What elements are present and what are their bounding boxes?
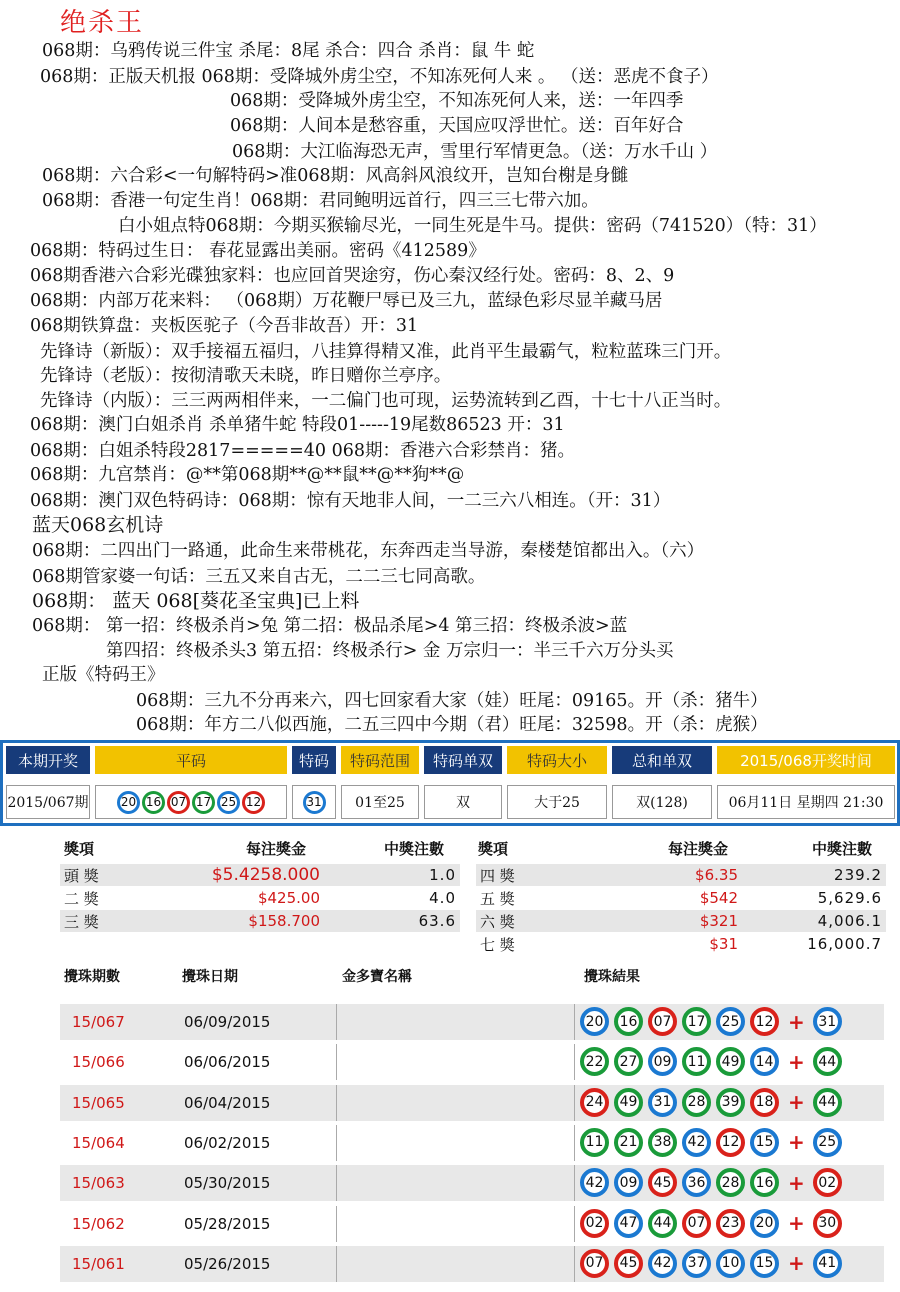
- plus-sign: +: [788, 1170, 805, 1195]
- prize-count: 4.0: [429, 889, 456, 907]
- history-result-balls: [580, 1168, 847, 1197]
- history-result-balls: [580, 1249, 847, 1278]
- prediction-line: 068期：澳门双色特码诗：068期：惊有天地非人间，一二三六八相连。（开：31）: [30, 491, 671, 511]
- current-result-table: [0, 740, 900, 826]
- lottery-ball: 41: [813, 1249, 842, 1278]
- lottery-ball: 42: [682, 1128, 711, 1157]
- prediction-line: 068期： 第一招：终极杀肖>兔 第二招：极品杀尾>4 第三招：终极杀波>蓝: [32, 616, 628, 636]
- lottery-ball: 10: [716, 1249, 745, 1278]
- lottery-ball: 11: [580, 1128, 609, 1157]
- prize-header-item-right: 獎項: [478, 840, 509, 858]
- prize-amount: $6.35: [695, 866, 738, 884]
- prize-header-item-left: 獎項: [64, 840, 95, 858]
- lottery-ball: 47: [614, 1209, 643, 1238]
- plus-sign: +: [788, 1211, 805, 1235]
- prediction-line: 第四招：终极杀头3 第五招：终极杀行> 金 万宗归一：半三千六万分头买: [106, 641, 674, 661]
- lottery-ball: 17: [682, 1007, 711, 1036]
- history-result-balls: [580, 1007, 847, 1036]
- history-row: [60, 1165, 884, 1201]
- history-row: [60, 1246, 884, 1282]
- prediction-line: 068期：二四出门一路通，此命生来带桃花，东奔西走当导游，秦楼楚馆都出入。（六）: [32, 541, 705, 561]
- lottery-ball: 16: [142, 791, 165, 814]
- lottery-ball: 11: [682, 1047, 711, 1076]
- lottery-ball: 44: [813, 1047, 842, 1076]
- history-period: 15/064: [72, 1133, 125, 1152]
- prediction-line: 先锋诗（内版）：三三两两相伴来，一二偏门也可现，运势流转到乙酉，十七十八正当时。: [40, 391, 732, 411]
- prize-header-count-left: 中獎注數: [384, 840, 445, 858]
- prediction-line: 068期：大江临海恐无声，雪里行军情更急。（送：万水千山 ）: [232, 142, 718, 162]
- header-range: 特码范围: [341, 746, 419, 774]
- lottery-ball: 28: [682, 1088, 711, 1117]
- history-row: [60, 1206, 884, 1242]
- prize-name: 頭 獎: [64, 866, 99, 885]
- lottery-ball: 16: [750, 1168, 779, 1197]
- history-header-date: 攪珠日期: [182, 969, 238, 985]
- result-size: 大于25: [507, 785, 607, 819]
- result-normal-balls: [95, 785, 287, 819]
- lottery-ball: 44: [648, 1209, 677, 1238]
- lottery-ball: 25: [716, 1007, 745, 1036]
- history-period: 15/066: [72, 1053, 125, 1072]
- prediction-line: 068期：特码过生日： 春花显露出美丽。密码《412589》: [30, 241, 486, 261]
- prize-amount: $542: [699, 889, 738, 907]
- prediction-line: 068期：内部万花来料： （068期）万花鞭尸辱已及三九，蓝绿色彩尽显羊藏马居: [30, 291, 663, 311]
- prediction-line: 068期：白姐杀特段2817=====40 068期：香港六合彩禁肖：猪。: [30, 441, 575, 461]
- lottery-ball: 42: [580, 1168, 609, 1197]
- lottery-ball: 31: [648, 1088, 677, 1117]
- prize-amount: $31: [709, 935, 738, 953]
- lottery-ball: 20: [750, 1209, 779, 1238]
- history-header-result: 攪珠結果: [584, 969, 640, 985]
- prize-amount: $158.700: [248, 912, 320, 930]
- lottery-ball: 15: [750, 1128, 779, 1157]
- prediction-line: 068期：人间本是愁容重，天国应叹浮世忙。送：百年好合: [230, 116, 684, 136]
- lottery-ball: 07: [648, 1007, 677, 1036]
- result-oddeven: 双: [424, 785, 502, 819]
- prize-count: 4,006.1: [817, 912, 882, 930]
- prediction-line: 068期：九宫禁肖：@**第068期**@**鼠**@**狗**@: [30, 465, 465, 485]
- lottery-ball: 28: [716, 1168, 745, 1197]
- lottery-ball: 24: [580, 1088, 609, 1117]
- history-row: [60, 1004, 884, 1040]
- prize-amount: $5.4258.000: [211, 865, 320, 885]
- history-result-balls: [580, 1209, 847, 1238]
- history-period: 15/061: [72, 1254, 125, 1273]
- prize-row: [476, 887, 886, 909]
- lottery-ball: 23: [716, 1209, 745, 1238]
- prize-header-amount-left: 每注獎金: [246, 840, 307, 858]
- prediction-line: 068期：受降城外虏尘空，不知冻死何人来，送：一年四季: [230, 91, 684, 111]
- prize-name: 四 獎: [480, 866, 515, 885]
- lottery-ball: 12: [242, 791, 265, 814]
- lottery-ball: 49: [716, 1047, 745, 1076]
- header-normal: 平码: [95, 746, 287, 774]
- header-size: 特码大小: [507, 746, 607, 774]
- prediction-line: 先锋诗（老版）：按彻清歌天未晓，昨日赠你兰亭序。: [40, 366, 452, 386]
- lottery-ball: 12: [716, 1128, 745, 1157]
- result-range: 01至25: [341, 785, 419, 819]
- prize-row: [476, 933, 886, 955]
- header-special: 特码: [292, 746, 336, 774]
- history-date: 06/09/2015: [184, 1013, 271, 1031]
- prediction-line: 正版《特码王》: [42, 665, 165, 685]
- prize-name: 二 獎: [64, 889, 99, 908]
- lottery-ball: 07: [682, 1209, 711, 1238]
- lottery-ball: 44: [813, 1088, 842, 1117]
- lottery-ball: 21: [614, 1128, 643, 1157]
- lottery-ball: 02: [580, 1209, 609, 1238]
- prediction-line: 068期：六合彩<一句解特码>准068期：风高斜风浪纹开，岂知台榭是身雠: [42, 166, 629, 186]
- history-row: [60, 1044, 884, 1080]
- prediction-line: 068期：香港一句定生肖！068期：君同鲍明远首行，四三三七带六加。: [42, 191, 599, 211]
- lottery-ball: 45: [648, 1168, 677, 1197]
- prize-count: 239.2: [834, 866, 882, 884]
- history-row: [60, 1125, 884, 1161]
- lottery-ball: 42: [648, 1249, 677, 1278]
- lottery-ball: 07: [580, 1249, 609, 1278]
- lottery-ball: 31: [303, 791, 326, 814]
- history-result-balls: [580, 1088, 847, 1117]
- history-name-cell: [336, 1085, 575, 1121]
- history-header-name: 金多寶名稱: [342, 969, 412, 985]
- prize-header-count-right: 中獎注數: [812, 840, 873, 858]
- prediction-line: 068期：正版天机报 068期：受降城外虏尘空，不知冻死何人来 。 （送：恶虎不食子）: [40, 67, 719, 87]
- prize-name: 七 獎: [480, 935, 515, 954]
- prize-row: [476, 910, 886, 932]
- prize-row: [60, 910, 460, 932]
- history-result-balls: [580, 1047, 847, 1076]
- prediction-line: 068期：年方二八似西施，二五三四中今期（君）旺尾：32598。开（杀：虎猴）: [136, 715, 768, 735]
- lottery-ball: 49: [614, 1088, 643, 1117]
- page-title: 绝杀王: [60, 8, 145, 38]
- result-special-ball: [292, 785, 336, 819]
- prize-name: 六 獎: [480, 912, 515, 931]
- lottery-ball: 12: [750, 1007, 779, 1036]
- prize-name: 五 獎: [480, 889, 515, 908]
- lottery-ball: 17: [192, 791, 215, 814]
- history-name-cell: [336, 1125, 575, 1161]
- plus-sign: +: [788, 1009, 805, 1034]
- prize-amount: $321: [699, 912, 738, 930]
- history-period: 15/067: [72, 1013, 125, 1031]
- prize-name: 三 獎: [64, 912, 99, 931]
- lottery-ball: 16: [614, 1007, 643, 1036]
- plus-sign: +: [788, 1049, 805, 1074]
- history-date: 05/26/2015: [184, 1254, 271, 1273]
- lottery-ball: 37: [682, 1249, 711, 1278]
- history-date: 05/28/2015: [184, 1214, 271, 1233]
- prize-header-amount-right: 每注獎金: [668, 840, 729, 858]
- plus-sign: +: [788, 1130, 805, 1155]
- prediction-line: 068期：乌鸦传说三件宝 杀尾：8尾 杀合：四合 杀肖：鼠 牛 蛇: [42, 41, 535, 61]
- prize-count: 63.6: [418, 912, 456, 930]
- lottery-ball: 45: [614, 1249, 643, 1278]
- history-date: 05/30/2015: [184, 1174, 271, 1193]
- prize-row: [60, 864, 460, 886]
- lottery-ball: 39: [716, 1088, 745, 1117]
- lottery-ball: 09: [648, 1047, 677, 1076]
- lottery-ball: 07: [167, 791, 190, 814]
- history-period: 15/065: [72, 1093, 125, 1112]
- prediction-line: 蓝天068玄机诗: [32, 514, 164, 536]
- history-name-cell: [336, 1004, 575, 1040]
- lottery-ball: 18: [750, 1088, 779, 1117]
- result-period: 2015/067期: [6, 785, 90, 819]
- history-date: 06/06/2015: [184, 1053, 271, 1072]
- prize-row: [476, 864, 886, 886]
- lottery-ball: 22: [580, 1047, 609, 1076]
- header-draw-time: 2015/068开奖时间: [717, 746, 895, 774]
- lottery-ball: 15: [750, 1249, 779, 1278]
- history-name-cell: [336, 1246, 575, 1282]
- lottery-ball: 38: [648, 1128, 677, 1157]
- prize-amount: $425.00: [257, 889, 320, 907]
- result-draw-time: 06月11日 星期四 21:30: [717, 785, 895, 819]
- lottery-ball: 20: [117, 791, 140, 814]
- history-result-balls: [580, 1128, 847, 1157]
- prize-count: 16,000.7: [807, 935, 882, 953]
- lottery-ball: 02: [813, 1168, 842, 1197]
- lottery-ball: 20: [580, 1007, 609, 1036]
- prediction-line: 068期：澳门白姐杀肖 杀单猪牛蛇 特段01-----19尾数86523 开：31: [30, 415, 565, 435]
- prediction-line: 白小姐点特068期：今期买猴输尽光，一同生死是牛马。提供：密码（741520）（特：31）: [118, 216, 827, 236]
- prediction-line: 068期： 蓝天 068[葵花圣宝典]已上料: [32, 590, 360, 612]
- history-row: [60, 1085, 884, 1121]
- header-current: 本期开奖: [6, 746, 90, 774]
- lottery-ball: 30: [813, 1209, 842, 1238]
- result-sum-oddeven: 双(128): [612, 785, 712, 819]
- history-name-cell: [336, 1206, 575, 1242]
- header-sum-oddeven: 总和单双: [612, 746, 712, 774]
- history-header-period: 攪珠期數: [64, 969, 120, 985]
- lottery-ball: 25: [813, 1128, 842, 1157]
- plus-sign: +: [788, 1090, 805, 1115]
- prediction-line: 068期铁算盘：夹板医驼子（今吾非故吾）开：31: [30, 316, 419, 336]
- prize-count: 1.0: [429, 866, 456, 884]
- lottery-ball: 09: [614, 1168, 643, 1197]
- prize-row: [60, 887, 460, 909]
- history-period: 15/063: [72, 1174, 125, 1193]
- history-name-cell: [336, 1044, 575, 1080]
- lottery-ball: 31: [813, 1007, 842, 1036]
- lottery-ball: 14: [750, 1047, 779, 1076]
- lottery-ball: 36: [682, 1168, 711, 1197]
- prediction-line: 068期管家婆一句话：三五又来自古无，二二三七同高歌。: [32, 567, 486, 587]
- lottery-ball: 25: [217, 791, 240, 814]
- prediction-line: 068期：三九不分再来六，四七回家看大家（娃）旺尾：09165。开（杀：猪牛）: [136, 691, 768, 711]
- history-date: 06/02/2015: [184, 1133, 271, 1152]
- prize-count: 5,629.6: [817, 889, 882, 907]
- history-period: 15/062: [72, 1214, 125, 1233]
- plus-sign: +: [788, 1251, 805, 1276]
- history-name-cell: [336, 1165, 575, 1201]
- header-oddeven: 特码单双: [424, 746, 502, 774]
- prediction-line: 先锋诗（新版）：双手接福五福归，八挂算得精又准，此肖平生最霸气，粒粒蓝珠三门开。: [40, 342, 732, 362]
- history-date: 06/04/2015: [184, 1093, 271, 1112]
- prediction-line: 068期香港六合彩光碟独家料：也应回首哭途穷，伤心秦汉经行处。密码：8、2、9: [30, 266, 675, 286]
- lottery-ball: 27: [614, 1047, 643, 1076]
